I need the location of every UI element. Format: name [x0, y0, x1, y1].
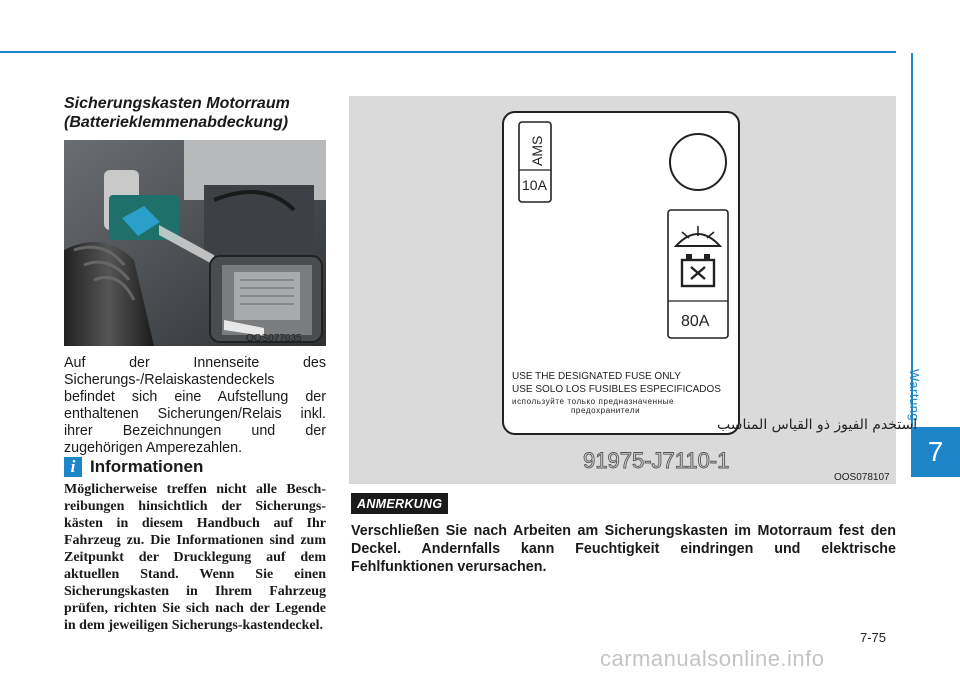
body-text: Auf der Innenseite des Sicherungs-/Relaiskastendeckels befindet sich eine Aufstellung der enthaltenen Sicherungen/Relais inkl. ihrer Bezeichnungen und der zugehörigen Amperezahlen. [64, 355, 326, 456]
label-line-es: USE SOLO LOS FUSIBLES ESPECIFICADOS [512, 384, 721, 395]
note-text: Verschließen Sie nach Arbeiten am Sicherungskasten im Motorraum fest den Deckel. Andernfalls kann Feuchtigkeit eindringen und elektrische Fehlfunktionen verursachen. [351, 523, 896, 575]
info-icon: i [64, 457, 82, 477]
engine-fuse-box-photo [64, 140, 326, 346]
section-title [64, 94, 326, 132]
section-title-line2: (Batterieklemmenabdeckung) [64, 114, 289, 131]
ams-rating: 10A [522, 177, 547, 193]
label-line-ru1: используйте только предназначенные [512, 397, 675, 406]
photo-code: OOS077035 [246, 333, 302, 344]
battery-rating: 80A [681, 313, 710, 330]
label-line-ar: استخدم الفيوز ذو القياس المناسب [717, 417, 918, 433]
header-rule [0, 51, 896, 53]
label-code: OOS078107 [834, 472, 890, 483]
label-line-en: USE THE DESIGNATED FUSE ONLY [512, 371, 681, 382]
chapter-title: Wartung [907, 369, 922, 422]
ams-text: AMS [529, 135, 545, 166]
part-number: 91975-J7110-1 [583, 448, 730, 473]
info-header [64, 456, 203, 478]
section-title-line1: Sicherungskasten Motorraum [64, 95, 290, 112]
chapter-tab[interactable]: 7 [911, 427, 960, 477]
watermark[interactable]: carmanualsonline.info [600, 646, 825, 671]
note-badge: ANMERKUNG [351, 493, 448, 514]
label-line-ru2: предохранители [571, 406, 641, 415]
info-text: Möglicherweise treffen nicht alle Besch-reibungen hinsichtlich der Sicherungs-kästen in diesem Handbuch auf Ihr Fahrzeug zu. Die Informationen sind zum Zeitpunkt der Drucklegung auf dem aktuellen Stand. Wenn Sie einen Sicherungskasten in Ihrem Fahrzeug prüfen, richten Sie sich nach der Legende in dem jeweiligen Sicherungs-kastendeckel. [64, 482, 326, 633]
page-number: 7-75 [860, 630, 887, 645]
info-title: Informationen [90, 457, 204, 476]
